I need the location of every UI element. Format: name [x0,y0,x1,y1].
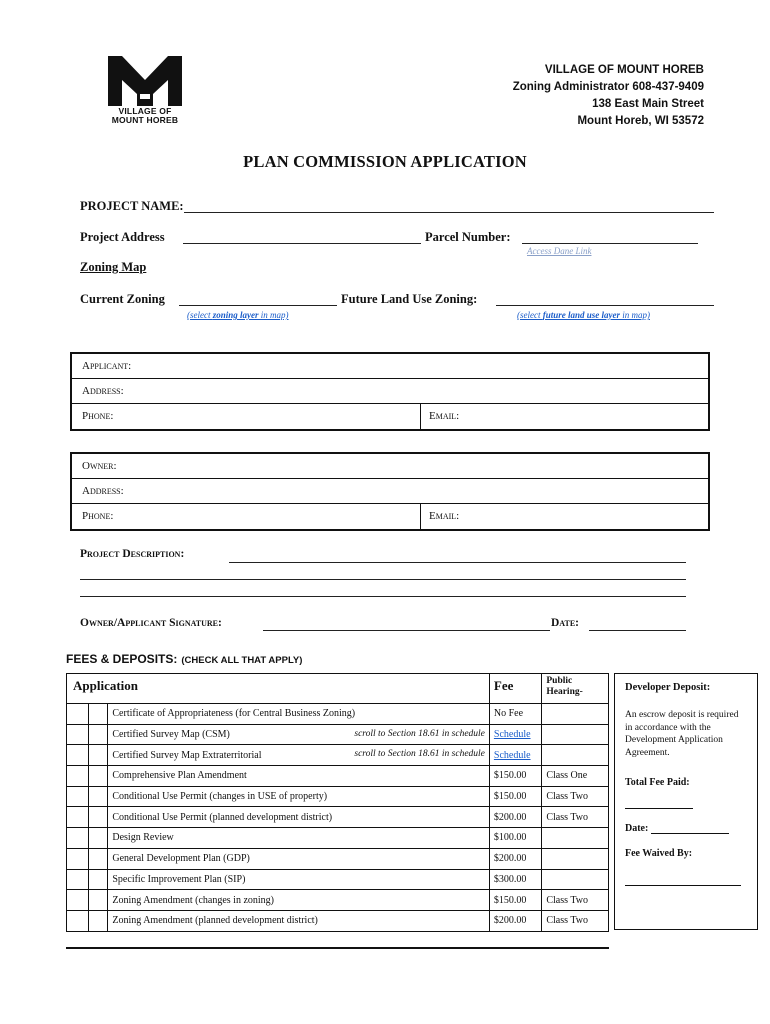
fee-checkbox[interactable] [67,745,89,766]
signature-field[interactable] [263,630,550,631]
escrow-text: An escrow deposit is required in accordance with the Development Application Agreement. [625,710,739,758]
page-title: PLAN COMMISSION APPLICATION [243,152,527,171]
fee-hearing-class: Class Two [542,890,609,911]
applicant-box [70,352,710,431]
applicant-contact-row[interactable] [72,404,708,429]
project-address-label: Project Address [80,230,165,244]
fee-row [67,786,609,807]
fee-checkbox[interactable] [67,786,89,807]
fee-checkbox-inner[interactable] [89,890,108,911]
fee-amount: $200.00 [489,807,541,828]
fee-checkbox-inner[interactable] [89,869,108,890]
zoning-admin-phone: Zoning Administrator 608-437-9409 [512,81,704,93]
fee-row [67,848,609,869]
fee-checkbox-inner[interactable] [89,704,108,725]
applicant-address-row[interactable]: Address: [72,379,708,404]
fee-checkbox[interactable] [67,724,89,745]
fee-hearing-class: Class Two [542,807,609,828]
signature-date-label: Date: [551,617,579,629]
future-land-use-label: Future Land Use Zoning: [341,292,478,306]
zoning-map-link[interactable]: Zoning Map [80,260,147,274]
fee-application-label: Conditional Use Permit (planned development district) [112,811,333,823]
fee-checkbox[interactable] [67,869,89,890]
owner-contact-row[interactable] [72,504,708,529]
project-address-field[interactable] [183,243,421,244]
fee-schedule-link[interactable]: Schedule [489,745,541,766]
total-fee-field[interactable] [625,808,693,809]
signature-label: Owner/Applicant Signature: [80,617,222,629]
village-name: VILLAGE OF MOUNT HOREB [544,64,704,76]
fee-hearing-class [542,869,609,890]
fee-amount: $100.00 [489,828,541,849]
fee-checkbox[interactable] [67,910,89,931]
fee-hearing-class [542,828,609,849]
project-name-label: PROJECT NAME: [80,199,184,213]
fee-checkbox[interactable] [67,766,89,787]
fee-application-label: Certified Survey Map (CSM) [112,729,230,741]
col-hearing-header: Public Hearing- [542,674,609,704]
fee-amount: $150.00 [489,786,541,807]
owner-email-label[interactable]: Email: [420,504,459,529]
fee-application-name [108,766,490,787]
fee-hearing-class [542,848,609,869]
fee-hearing-class: Class Two [542,786,609,807]
fee-row [67,724,609,745]
fee-application-label: Certificate of Appropriateness (for Central Business Zoning) [112,708,356,720]
fee-checkbox-inner[interactable] [89,724,108,745]
fee-amount: $300.00 [489,869,541,890]
fee-schedule-note: scroll to Section 18.61 in schedule [354,728,485,739]
fee-application-label: Zoning Amendment (changes in zoning) [112,894,275,906]
zoning-layer-link[interactable]: (select zoning layer in map) [187,310,289,320]
fee-application-name [108,869,490,890]
fee-row [67,745,609,766]
project-description-line-2[interactable] [80,579,686,580]
future-land-use-layer-link[interactable]: (select future land use layer in map) [517,310,650,320]
fee-schedule-link[interactable]: Schedule [489,724,541,745]
owner-name-row[interactable]: Owner: [72,454,708,479]
future-land-use-field[interactable] [496,305,714,306]
street-address: 138 East Main Street [592,98,704,110]
fee-application-label: Specific Improvement Plan (SIP) [112,873,246,885]
fee-hearing-class [542,704,609,725]
fee-row [67,910,609,931]
fee-row [67,704,609,725]
fee-hearing-class [542,745,609,766]
project-name-field[interactable] [184,212,714,213]
fee-checkbox-inner[interactable] [89,828,108,849]
fee-row [67,869,609,890]
fee-hearing-class [542,724,609,745]
fee-application-name [108,890,490,911]
fee-amount: $200.00 [489,848,541,869]
parcel-number-field[interactable] [522,243,698,244]
fee-application-name [108,910,490,931]
current-zoning-label: Current Zoning [80,292,165,306]
fee-application-name [108,745,490,766]
fee-application-name [108,704,490,725]
fee-application-label: Design Review [112,832,174,844]
logo-text: VILLAGE OF MOUNT HOREB [111,106,179,125]
col-application-header: Application [67,674,490,704]
fee-date-field[interactable] [651,833,729,834]
project-description-line-1[interactable] [229,562,686,563]
project-description-label: Project Description: [80,548,185,560]
fee-application-label: Comprehensive Plan Amendment [112,770,247,782]
fee-application-label: Conditional Use Permit (changes in USE of property) [112,791,328,803]
owner-phone-label: Phone: [82,510,114,522]
owner-box [70,452,710,531]
applicant-name-row[interactable]: Applicant: [72,354,708,379]
fee-application-name [108,786,490,807]
total-fee-label: Total Fee Paid: [625,777,690,788]
developer-deposit-box [614,673,758,930]
village-contact-info [513,62,704,130]
fee-amount: $150.00 [489,890,541,911]
applicant-phone-label: Phone: [82,410,114,422]
fee-schedule-note: scroll to Section 18.61 in schedule [354,749,485,760]
developer-deposit-title: Developer Deposit: [625,682,711,693]
fee-row [67,807,609,828]
fee-application-name [108,828,490,849]
fee-checkbox-inner[interactable] [89,766,108,787]
fee-row [67,828,609,849]
col-fee-header: Fee [489,674,541,704]
fees-heading: FEES & DEPOSITS: (CHECK ALL THAT APPLY) [66,652,303,666]
fee-application-name [108,807,490,828]
applicant-email-label[interactable]: Email: [420,404,459,429]
fees-table [66,673,609,932]
fee-checkbox[interactable] [67,704,89,725]
city-state-zip: Mount Horeb, WI 53572 [577,115,704,127]
project-description-line-3[interactable] [80,596,686,597]
fee-amount: $200.00 [489,910,541,931]
current-zoning-field[interactable] [179,305,337,306]
fee-application-label: Certified Survey Map Extraterritorial [112,749,262,761]
fee-checkbox[interactable] [67,848,89,869]
fee-application-name [108,724,490,745]
fee-waived-label: Fee Waived By: [625,848,693,859]
fee-checkbox-inner[interactable] [89,786,108,807]
fee-application-label: General Development Plan (GDP) [112,853,250,865]
fee-checkbox[interactable] [67,828,89,849]
owner-address-row[interactable]: Address: [72,479,708,504]
fee-row [67,766,609,787]
fees-table-header [67,674,609,704]
fee-amount: $150.00 [489,766,541,787]
parcel-number-label: Parcel Number: [425,230,511,244]
fee-checkbox-inner[interactable] [89,745,108,766]
fee-hearing-class: Class Two [542,910,609,931]
fee-row [67,890,609,911]
fee-checkbox-inner[interactable] [89,807,108,828]
fee-checkbox[interactable] [67,807,89,828]
fee-checkbox-inner[interactable] [89,848,108,869]
fee-hearing-class: Class One [542,766,609,787]
access-dane-link[interactable]: Access Dane Link [527,246,592,256]
signature-date-field[interactable] [589,630,686,631]
table-bottom-rule [66,947,609,949]
fee-waived-field[interactable] [625,885,741,886]
fee-application-label: Zoning Amendment (planned development district) [112,915,318,927]
fee-checkbox-inner[interactable] [89,910,108,931]
fee-date-row: Date: [625,823,747,834]
fee-amount: No Fee [489,704,541,725]
fee-application-name [108,848,490,869]
fee-checkbox[interactable] [67,890,89,911]
